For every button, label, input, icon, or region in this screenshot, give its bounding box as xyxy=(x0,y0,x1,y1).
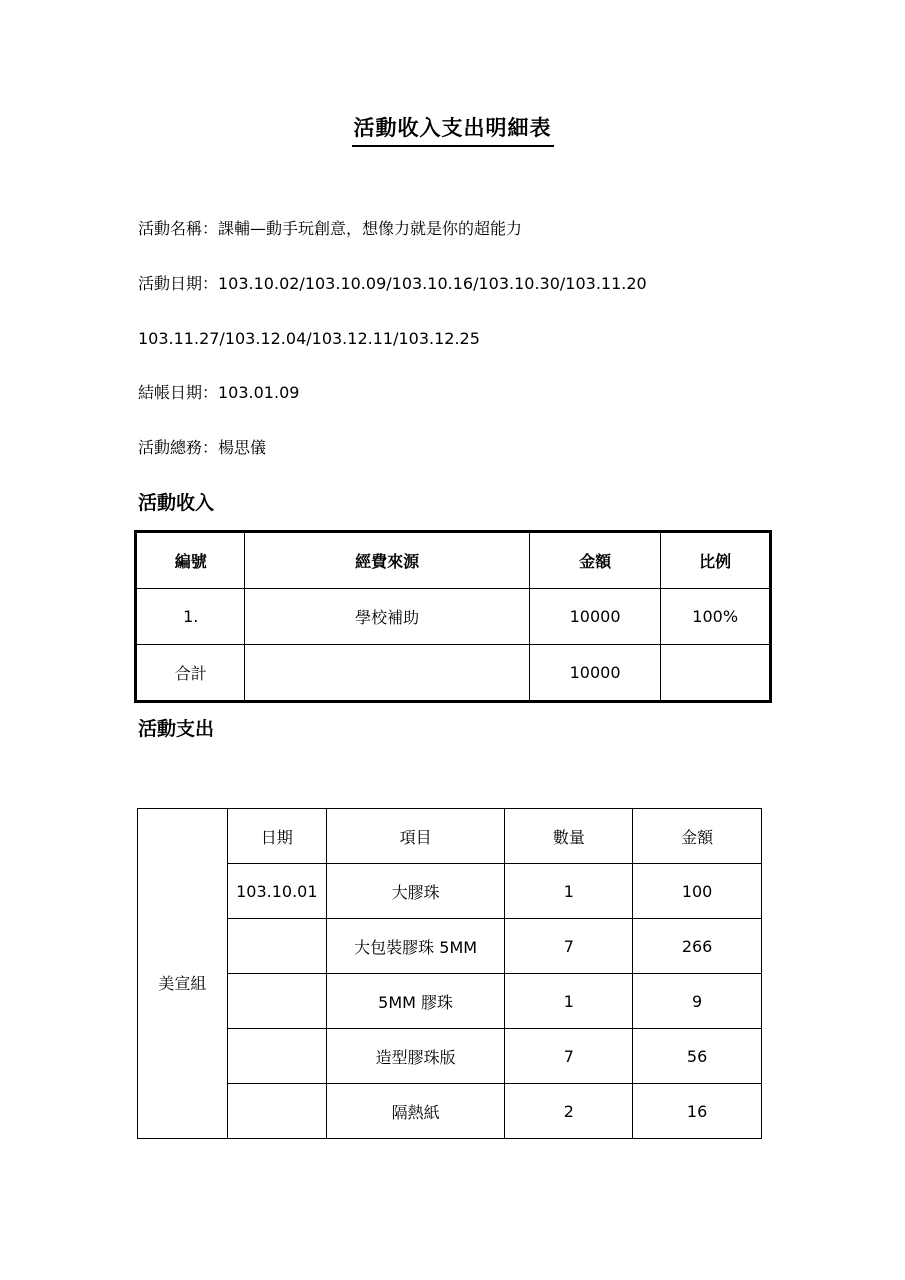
income-header-cell: 經費來源 xyxy=(245,532,529,589)
expense-item: 大包裝膠珠 5MM xyxy=(326,919,505,974)
expense-table xyxy=(137,808,762,1139)
income-table xyxy=(134,530,772,703)
activity-name: 活動名稱：課輔—動手玩創意，想像力就是你的超能力 xyxy=(138,219,523,238)
expense-date: 103.10.01 xyxy=(227,864,326,919)
activity-dates: 活動日期：103.10.02/103.10.09/103.10.16/103.10.30/103.11.20 xyxy=(138,274,647,293)
expense-heading: 活動支出 xyxy=(138,718,215,740)
expense-header-cell: 項目 xyxy=(326,809,505,864)
income-heading: 活動收入 xyxy=(138,492,215,514)
expense-date xyxy=(227,974,326,1029)
expense-item: 5MM 膠珠 xyxy=(326,974,505,1029)
expense-date xyxy=(227,1084,326,1139)
income-total-cell xyxy=(245,645,529,702)
income-total-cell xyxy=(661,645,771,702)
expense-row xyxy=(138,974,762,1029)
expense-item: 大膠珠 xyxy=(326,864,505,919)
expense-quantity: 1 xyxy=(505,974,633,1029)
income-header-row xyxy=(136,532,771,589)
income-row xyxy=(136,589,771,645)
activity-treasurer: 活動總務：楊思儀 xyxy=(138,438,267,457)
expense-header-cell: 金額 xyxy=(633,809,762,864)
expense-row xyxy=(138,1084,762,1139)
expense-item: 隔熱紙 xyxy=(326,1084,505,1139)
expense-amount: 56 xyxy=(633,1029,762,1084)
expense-amount: 16 xyxy=(633,1084,762,1139)
expense-item: 造型膠珠版 xyxy=(326,1029,505,1084)
income-header-cell: 比例 xyxy=(661,532,771,589)
expense-row xyxy=(138,864,762,919)
expense-amount: 266 xyxy=(633,919,762,974)
expense-date xyxy=(227,1029,326,1084)
expense-header-row xyxy=(138,809,762,864)
activity-dates-continued: 103.11.27/103.12.04/103.12.11/103.12.25 xyxy=(138,329,480,348)
settlement-date: 結帳日期：103.01.09 xyxy=(138,383,300,402)
expense-header-cell: 數量 xyxy=(505,809,633,864)
income-cell: 1. xyxy=(136,589,245,645)
expense-quantity: 1 xyxy=(505,864,633,919)
expense-group-label: 美宣組 xyxy=(138,809,228,1139)
document-title: 活動收入支出明細表 xyxy=(352,112,554,147)
income-cell: 100% xyxy=(661,589,771,645)
income-total-row xyxy=(136,645,771,702)
income-cell: 10000 xyxy=(529,589,661,645)
income-cell: 學校補助 xyxy=(245,589,529,645)
document-title-wrap xyxy=(0,112,905,147)
income-total-amount: 10000 xyxy=(529,645,661,702)
expense-date xyxy=(227,919,326,974)
expense-row xyxy=(138,1029,762,1084)
expense-quantity: 2 xyxy=(505,1084,633,1139)
expense-quantity: 7 xyxy=(505,919,633,974)
expense-quantity: 7 xyxy=(505,1029,633,1084)
expense-amount: 9 xyxy=(633,974,762,1029)
income-total-label: 合計 xyxy=(136,645,245,702)
expense-amount: 100 xyxy=(633,864,762,919)
expense-header-cell: 日期 xyxy=(227,809,326,864)
income-header-cell: 金額 xyxy=(529,532,661,589)
income-header-cell: 編號 xyxy=(136,532,245,589)
expense-row xyxy=(138,919,762,974)
